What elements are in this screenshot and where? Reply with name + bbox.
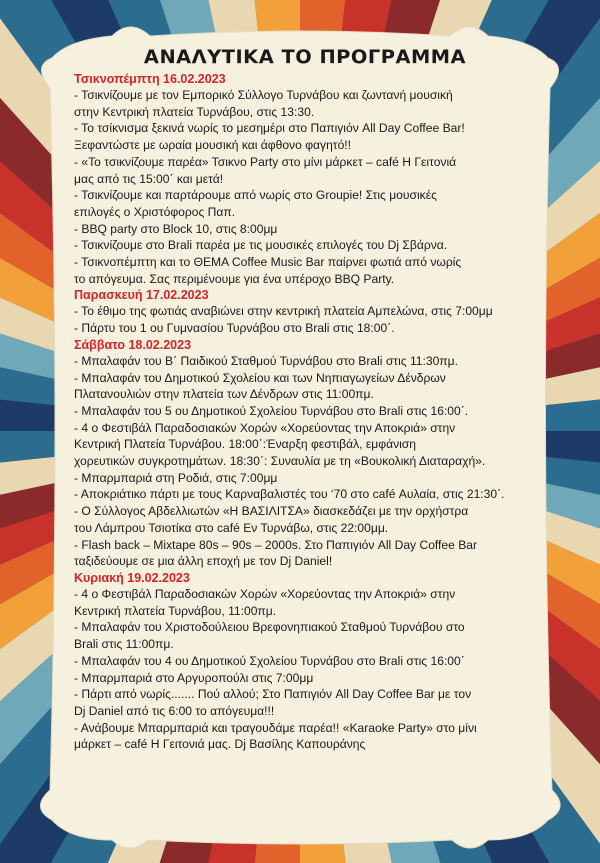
program-line: το απόγευμα. Σας περιμένουμε για ένα υπέροχο BBQ Party. bbox=[74, 271, 395, 286]
program-line: Κεντρική πλατεία Τυρνάβου, 11:00πμ. bbox=[74, 603, 277, 618]
day-heading: Σάββατο 18.02.2023 bbox=[74, 337, 192, 352]
program-line: μάρκετ – café Η Γειτονιά μας. Dj Βασίλης Καπουράνης bbox=[74, 737, 366, 752]
program-line: - Το τσίκνισμα ξεκινά νωρίς το μεσημέρι στο Παπιγιόν All Day Coffee Bar! bbox=[74, 121, 465, 136]
program-line: Κεντρική Πλατεία Τυρνάβου. 18:00΄:Έναρξη φεστιβάλ, εμφάνιση bbox=[74, 437, 417, 452]
program-line: - Μπαλαφάν του Β΄ Παιδικού Σταθμού Τυρνάβου στο Brali στις 11:30πμ. bbox=[74, 353, 458, 368]
program-line: - 4 ο Φεστιβάλ Παραδοσιακών Χορών «Χορεύοντας την Αποκριά» στην bbox=[74, 586, 456, 601]
program-line: Πλατανουλιών στην πλατεία των Δένδρων στις 11:00πμ. bbox=[74, 387, 374, 402]
day-section-thursday bbox=[74, 71, 536, 287]
day-heading: Παρασκευή 17.02.2023 bbox=[74, 288, 209, 303]
program-line: ταξιδεύουμε σε μια άλλη εποχή με τον Dj Daniel! bbox=[74, 554, 333, 569]
day-heading: Τσικνοπέμπτη 16.02.2023 bbox=[74, 72, 226, 86]
program-line: στην Κεντρική πλατεία Τυρνάβου, στις 13:30. bbox=[74, 104, 315, 119]
program-line: μας από τις 15:00΄ και μετά! bbox=[74, 171, 224, 186]
day-heading: Κυριακή 19.02.2023 bbox=[74, 570, 190, 585]
program-line: Brali στις 11:00πμ. bbox=[74, 637, 174, 652]
day-section-sunday bbox=[74, 570, 536, 753]
program-line: - Το έθιμο της φωτιάς αναβιώνει στην κεντρική πλατεία Αμπελώνα, στις 7:00μμ bbox=[74, 304, 493, 319]
program-line: - 4 ο Φεστιβάλ Παραδοσιακών Χορών «Χορεύοντας την Αποκριά» στην bbox=[74, 420, 456, 435]
program-line: - Τσικνίζουμε με τον Εμπορικό Σύλλογο Τυρνάβου και ζωντανή μουσική bbox=[74, 88, 453, 102]
program-line: χορευτικών συγκροτημάτων. 18:30΄: Συναυλία με τη «Βουκολική Διαταραχή». bbox=[74, 454, 486, 469]
program-line: - Flash back – Mixtape 80s – 90s – 2000s. Στο Παπιγιόν All Day Coffee Bar bbox=[74, 537, 478, 552]
day-section-saturday bbox=[74, 337, 536, 570]
program-line: - Τσικνίζουμε στο Brali παρέα με τις μουσικές επιλογές του Dj Σβάρνα. bbox=[74, 238, 448, 253]
program-line: - Μπαλαφάν του Χριστοδούλειου Βρεφονηπιακού Σταθμού Τυρνάβου στο bbox=[74, 620, 465, 635]
program-line: - Μπαλαφάν του 4 ου Δημοτικού Σχολείου Τυρνάβου στο Brali στις 16:00΄ bbox=[74, 653, 465, 668]
program-line: - Ο Σύλλογος Αβδελλιωτών «Η ΒΑΣΙΛΙΤΣΑ» διασκεδάζει με την ορχήστρα bbox=[74, 504, 469, 519]
program-line: - Τσικνοπέμπτη και το ΘΕΜΑ Coffee Music Bar παίρνει φωτιά από νωρίς bbox=[74, 255, 462, 270]
program-line: - «Το τσικνίζουμε παρέα» Τσικνο Party στο μίνι μάρκετ – café Η Γειτονιά bbox=[74, 154, 457, 169]
program-line: - Τσικνίζουμε και παρτάρουμε από νωρίς στο Groupie! Στις μουσικές bbox=[74, 188, 437, 203]
program-line: επιλογές ο Χριστόφορος Παπ. bbox=[74, 204, 236, 219]
program-line: - Αποκριάτικο πάρτι με τους Καρναβαλιστές του ‘70 στο café Αυλαία, στις 21:30΄. bbox=[74, 487, 505, 502]
program-line: - Πάρτι από νωρίς....... Πού αλλού; Στο Παπιγιόν All Day Coffee Bar με τον bbox=[74, 687, 472, 702]
program-line: - Μπαλαφάν του 5 ου Δημοτικού Σχολείου Τυρνάβου στο Brali στις 16:00΄. bbox=[74, 403, 469, 418]
program-line: Ξεφαντώστε με ωραία μουσική και άφθονο φαγητό!! bbox=[74, 138, 352, 153]
program-line: του Λάμπρου Τσιοτίκα στο café Εν Τυρνάβω, στις 22:00μμ. bbox=[74, 520, 389, 535]
program-line: - Πάρτυ του 1 ου Γυμνασίου Τυρνάβου στο Brali στις 18:00΄. bbox=[74, 321, 395, 336]
program-content bbox=[74, 46, 536, 753]
program-line: - Μπαρμπαριά στο Αργυροπούλι στις 7:00μμ bbox=[74, 670, 314, 685]
program-line: - Ανάβουμε Μπαρμπαριά και τραγουδάμε παρέα!! «Karaoke Party» στο μίνι bbox=[74, 720, 477, 735]
program-line: Dj Daniel από τις 6:00 το απόγευμα!!! bbox=[74, 703, 275, 718]
program-line: - Μπαρμπαριά στη Ροδιά, στις 7:00μμ bbox=[74, 470, 278, 485]
page-title: ΑΝΑΛΥΤΙΚΑ ΤΟ ΠΡΟΓΡΑΜΜΑ bbox=[143, 46, 467, 68]
program-line: - BBQ party στο Block 10, στις 8:00μμ bbox=[74, 221, 278, 236]
program-line: - Μπαλαφάν του Δημοτικού Σχολείου και των Νηπιαγωγείων Δένδρων bbox=[74, 370, 446, 385]
day-section-friday bbox=[74, 287, 536, 336]
